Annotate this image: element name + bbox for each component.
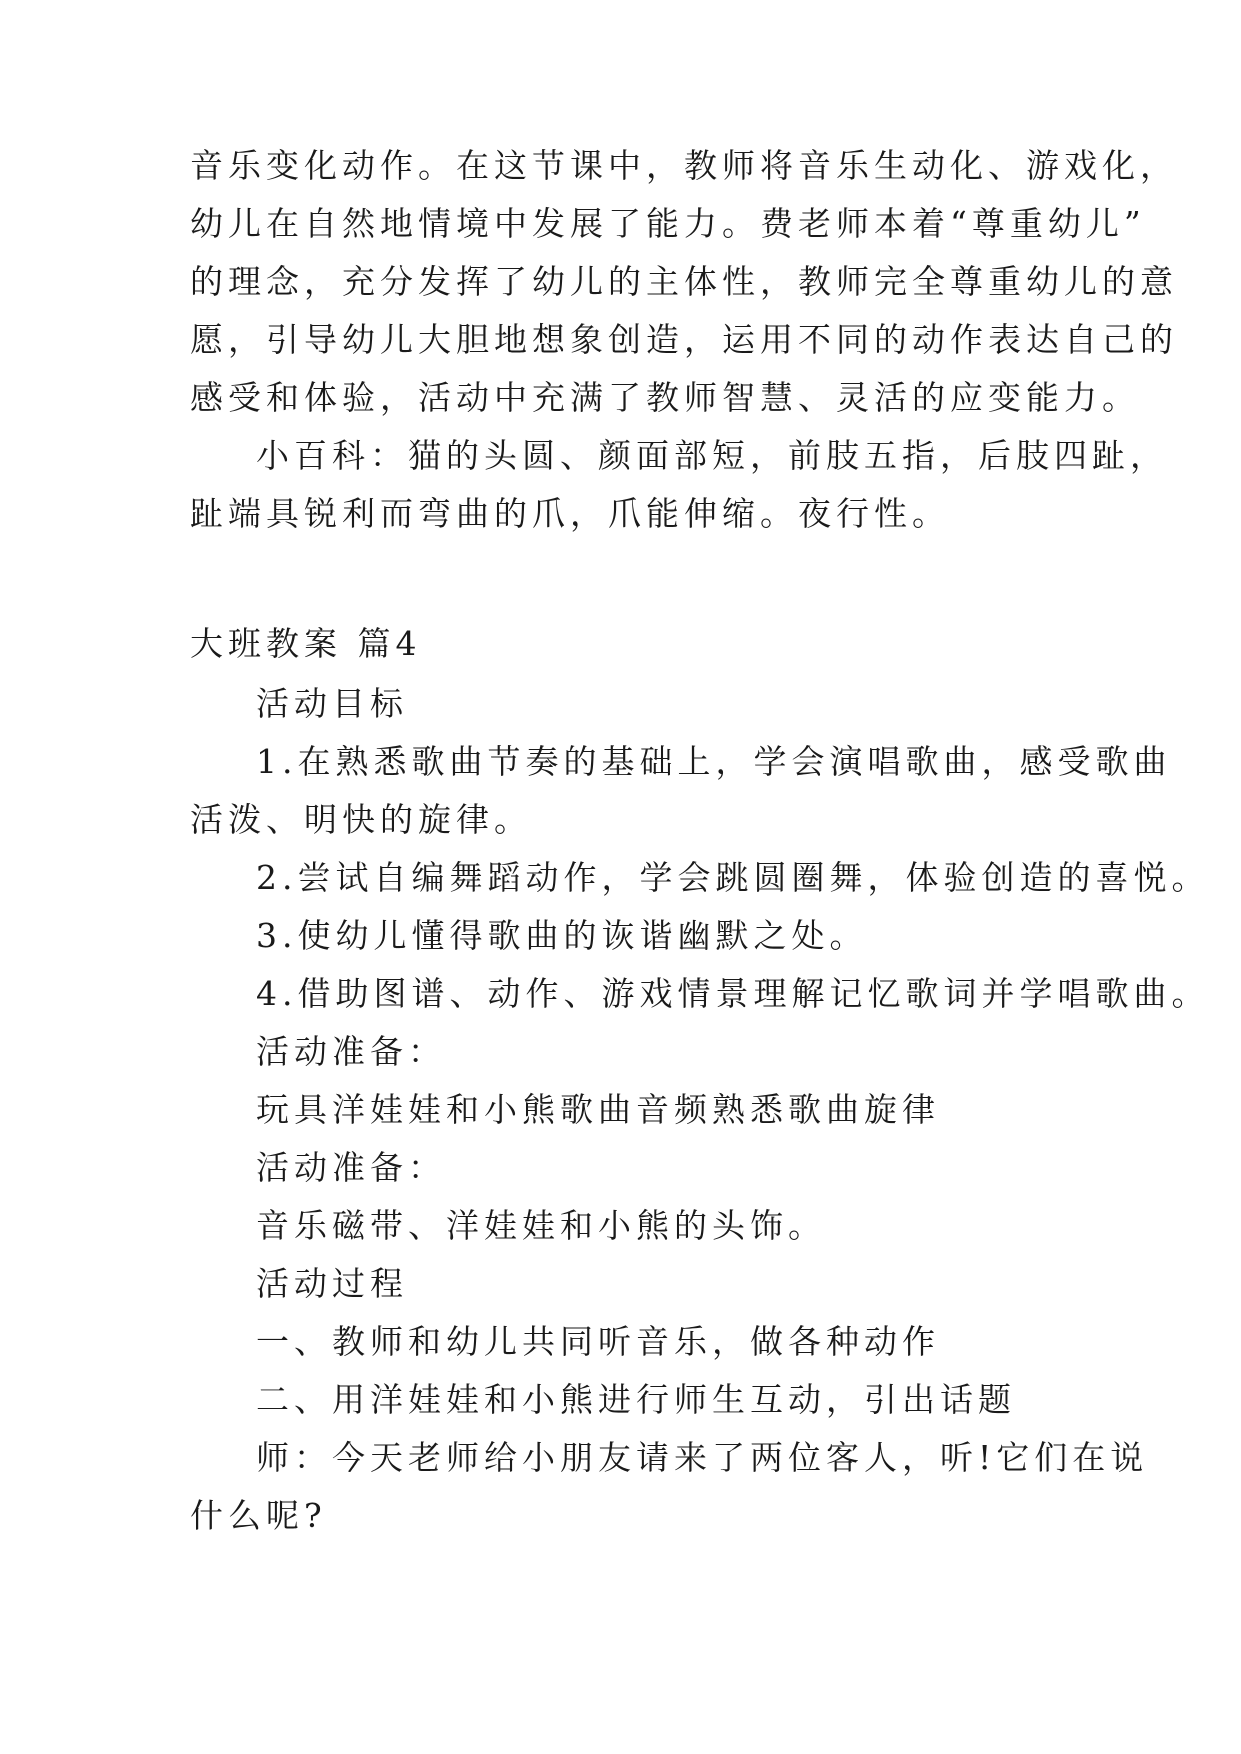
preparation-title: 活动准备： xyxy=(256,1032,446,1071)
section-heading xyxy=(190,615,1070,673)
encyclopedia-note xyxy=(190,427,1168,543)
process-step: 二、用洋娃娃和小熊进行师生互动，引出话题 xyxy=(256,1380,1016,1419)
section-title: 大班教案 篇4 xyxy=(190,624,422,663)
process-step: 一、教师和幼儿共同听音乐，做各种动作 xyxy=(256,1322,940,1361)
paragraph-line: 趾端具锐利而弯曲的爪，爪能伸缩。夜行性。 xyxy=(190,494,950,533)
preparation-title: 活动准备： xyxy=(256,1148,446,1187)
paragraph-line: 幼儿在自然地情境中发展了能力。费老师本着“尊重幼儿” xyxy=(190,204,1146,243)
paragraph-line: 感受和体验，活动中充满了教师智慧、灵活的应变能力。 xyxy=(190,378,1140,417)
paragraph-line: 小百科：猫的头圆、颜面部短，前肢五指，后肢四趾， xyxy=(256,436,1168,475)
preparation-content: 音乐磁带、洋娃娃和小熊的头饰。 xyxy=(256,1206,826,1245)
objective-item: 3.使幼儿懂得歌曲的诙谐幽默之处。 xyxy=(256,916,868,955)
objective-item: 4.借助图谱、动作、游戏情景理解记忆歌词并学唱歌曲。 xyxy=(256,974,1210,1013)
objective-item: 2.尝试自编舞蹈动作，学会跳圆圈舞，体验创造的喜悦。 xyxy=(256,858,1210,897)
paragraph-line: 的理念，充分发挥了幼儿的主体性，教师完全尊重幼儿的意 xyxy=(190,262,1178,301)
section-body xyxy=(190,675,1210,1545)
continuation-paragraph xyxy=(190,137,1178,427)
process-title: 活动过程 xyxy=(256,1264,408,1303)
dialogue-line: 师：今天老师给小朋友请来了两位客人，听!它们在说 xyxy=(256,1438,1149,1477)
objectives-title: 活动目标 xyxy=(256,684,408,723)
paragraph-line: 愿，引导幼儿大胆地想象创造，运用不同的动作表达自己的 xyxy=(190,320,1178,359)
paragraph-line: 音乐变化动作。在这节课中，教师将音乐生动化、游戏化， xyxy=(190,146,1178,185)
preparation-content: 玩具洋娃娃和小熊歌曲音频熟悉歌曲旋律 xyxy=(256,1090,940,1129)
objective-item-continued: 活泼、明快的旋律。 xyxy=(190,800,532,839)
dialogue-line: 什么呢? xyxy=(190,1496,327,1535)
objective-item: 1.在熟悉歌曲节奏的基础上，学会演唱歌曲，感受歌曲 xyxy=(256,742,1172,781)
